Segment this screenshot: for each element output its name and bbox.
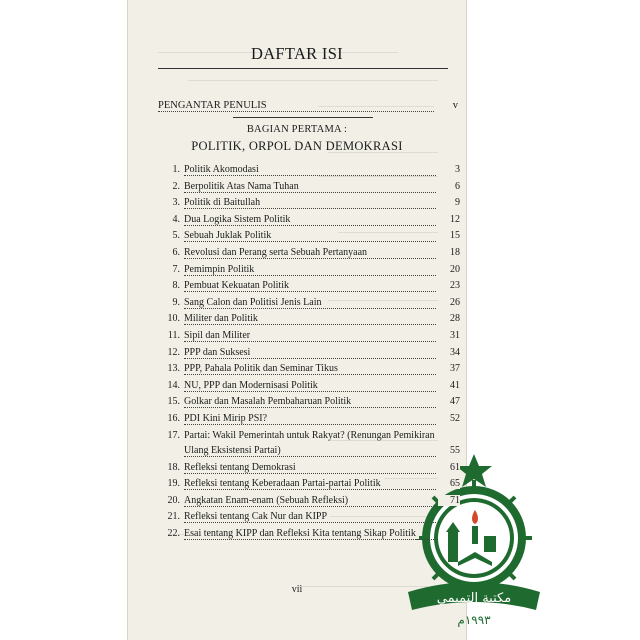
item-number: 22.: [167, 527, 180, 539]
item-page: 52: [438, 413, 460, 424]
item-label: Golkar dan Masalah Pembaharuan Politik: [184, 396, 354, 407]
stamp-name: مكتبة التميمي: [436, 591, 512, 606]
item-body: [184, 330, 460, 346]
item-body: [184, 396, 460, 412]
item-number: 19.: [167, 478, 180, 490]
page-folio: vii: [291, 584, 303, 595]
item-label: NU, PPP dan Modernisasi Politik: [184, 380, 321, 391]
item-label: Politik di Baitullah: [184, 197, 263, 208]
item-page: 61: [438, 462, 460, 473]
item-number: 14.: [167, 379, 180, 391]
item-label: Berpolitik Atas Nama Tuhan: [184, 181, 302, 192]
toc-item: [158, 164, 460, 181]
item-page: 47: [438, 396, 460, 407]
minaret-icon: [448, 532, 458, 562]
dot-leader: [184, 407, 436, 408]
dot-leader: [184, 456, 436, 457]
part-title: POLITIK, ORPOL DAN DEMOKRASI: [191, 139, 403, 153]
toc-title: DAFTAR ISI: [251, 44, 343, 63]
item-label: Refleksi tentang Demokrasi: [184, 462, 299, 473]
item-number: 10.: [167, 313, 180, 325]
item-number: 9.: [172, 296, 180, 308]
dot-leader: [184, 324, 436, 325]
item-label: Angkatan Enam-enam (Sebuah Refleksi): [184, 495, 351, 506]
title-rule: [158, 68, 448, 69]
item-label: Partai: Wakil Pemerintah untuk Rakyat? (Renungan Pemikiran: [184, 429, 435, 441]
item-number: 12.: [167, 346, 180, 358]
dot-leader: [184, 391, 436, 392]
item-number: 8.: [172, 280, 180, 292]
item-page: 41: [438, 380, 460, 391]
item-label: PPP dan Suksesi: [184, 347, 253, 358]
dot-leader: [184, 374, 436, 375]
item-number: 2.: [172, 180, 180, 192]
dot-leader: [184, 241, 436, 242]
item-page: 6: [438, 181, 460, 192]
item-body: [184, 313, 460, 329]
item-label: Sipil dan Militer: [184, 330, 253, 341]
dot-leader: [184, 291, 436, 292]
toc-item: [158, 181, 460, 198]
item-number: 5.: [172, 230, 180, 242]
item-page: 65: [438, 478, 460, 489]
item-page: 9: [438, 197, 460, 208]
item-number: 11.: [167, 329, 180, 341]
toc-item: [158, 413, 460, 430]
item-body: [184, 197, 460, 213]
item-body: [184, 297, 460, 313]
item-body: [184, 280, 460, 296]
item-page: 18: [438, 247, 460, 258]
part-heading: BAGIAN PERTAMA :: [246, 124, 348, 135]
dot-leader: [184, 308, 436, 309]
item-body: [184, 429, 460, 456]
dot-leader: [184, 473, 436, 474]
item-number: 4.: [172, 213, 180, 225]
item-page: 3: [438, 164, 460, 175]
toc-item: [158, 280, 460, 297]
dot-leader: [184, 424, 436, 425]
item-label: Dua Logika Sistem Politik: [184, 214, 293, 225]
toc-item: [158, 313, 460, 330]
item-body: [184, 214, 460, 230]
item-number: 1.: [172, 164, 180, 175]
part-rule: [233, 117, 373, 118]
item-label: Refleksi tentang Keberadaan Partai-partai Politik: [184, 478, 384, 489]
toc-item: [158, 396, 460, 413]
item-label: PDI Kini Mirip PSI?: [184, 413, 270, 424]
item-body: [184, 164, 460, 180]
item-page: 28: [438, 313, 460, 324]
item-page: 37: [438, 363, 460, 374]
dot-leader: [184, 208, 436, 209]
toc-item: [158, 197, 460, 214]
item-number: 13.: [167, 363, 180, 375]
item-body: [184, 230, 460, 246]
item-body: [184, 380, 460, 396]
dot-leader: [184, 489, 436, 490]
library-stamp: [398, 452, 550, 628]
toc-item: [158, 363, 460, 380]
item-body: [184, 264, 460, 280]
item-page: 12: [438, 214, 460, 225]
item-page: 71: [438, 495, 460, 506]
dot-leader: [158, 111, 434, 112]
toc-item: [158, 347, 460, 364]
dot-leader: [184, 225, 436, 226]
item-number: 7.: [172, 263, 180, 275]
item-body: [184, 363, 460, 379]
item-label: Politik Akomodasi: [184, 164, 262, 175]
item-page: 26: [438, 297, 460, 308]
item-page: 55: [438, 445, 460, 456]
item-label: Revolusi dan Perang serta Sebuah Pertanyaan: [184, 247, 370, 258]
item-number: 18.: [167, 461, 180, 473]
toc-item: [158, 380, 460, 397]
item-page: 34: [438, 347, 460, 358]
dot-leader: [184, 175, 436, 176]
item-number: 20.: [167, 494, 180, 506]
dot-leader: [184, 275, 436, 276]
item-label: Militer dan Politik: [184, 313, 261, 324]
item-number: 6.: [172, 246, 180, 258]
item-number: 15.: [167, 396, 180, 408]
toc-item: [158, 297, 460, 314]
dot-leader: [184, 258, 436, 259]
item-number: 16.: [167, 412, 180, 424]
item-label: Pembuat Kekuatan Politik: [184, 280, 292, 291]
toc-item: [158, 230, 460, 247]
item-label: Refleksi tentang Cak Nur dan KIPP: [184, 511, 330, 522]
item-label: Sang Calon dan Politisi Jenis Lain: [184, 297, 325, 308]
item-body: [184, 181, 460, 197]
dot-leader: [184, 539, 436, 540]
item-page: 20: [438, 264, 460, 275]
dot-leader: [184, 341, 436, 342]
dot-leader: [184, 522, 436, 523]
item-number: 21.: [167, 511, 180, 523]
item-body: [184, 347, 460, 363]
item-page: 15: [438, 230, 460, 241]
item-number: 3.: [172, 197, 180, 209]
item-label-continued: Ulang Eksistensi Partai): [184, 445, 284, 456]
item-page: 23: [438, 280, 460, 291]
intro-label: PENGANTAR PENULIS: [158, 100, 270, 111]
dot-leader: [184, 506, 436, 507]
item-body: [184, 247, 460, 263]
item-page: 31: [438, 330, 460, 341]
toc-item: [158, 330, 460, 347]
dot-leader: [184, 358, 436, 359]
item-body: [184, 413, 460, 429]
item-label: Pemimpin Politik: [184, 264, 257, 275]
item-label: Esai tentang KIPP dan Refleksi Kita tentang Sikap Politik: [184, 528, 419, 539]
toc-item: [158, 247, 460, 264]
intro-page: v: [434, 100, 458, 111]
item-label: PPP, Pahala Politik dan Seminar Tikus: [184, 363, 341, 374]
intro-entry: [158, 100, 460, 115]
toc-item: [158, 214, 460, 231]
dot-leader: [184, 192, 436, 193]
stamp-year: ١٩٩٣م: [457, 613, 491, 627]
item-number: 17.: [167, 429, 180, 441]
item-label: Sebuah Juklak Politik: [184, 230, 274, 241]
toc-item: [158, 264, 460, 281]
